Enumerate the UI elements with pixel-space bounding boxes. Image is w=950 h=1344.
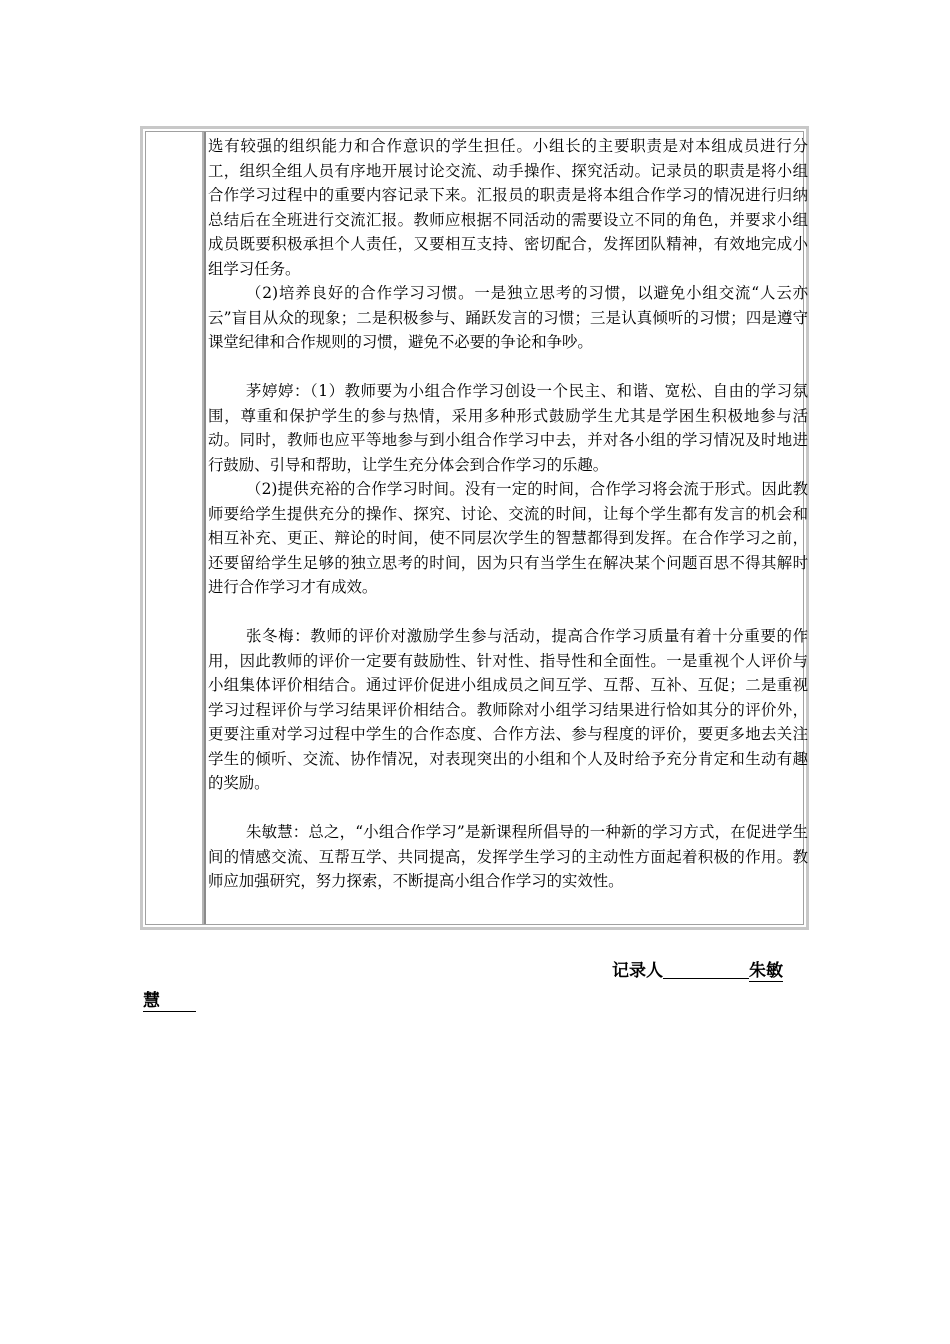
table-inner-border xyxy=(145,131,808,925)
recorder-line xyxy=(612,956,783,981)
paragraph-habits: （2)培养良好的合作学习习惯。一是独立思考的习惯，以避免小组交流“人云亦云”盲目从众的现象；二是积极参与、踊跃发言的习惯；三是认真倾听的习惯；四是遵守课堂纪律和合作规则的习惯，避免不必要的争论和争吵。 xyxy=(208,284,808,351)
recorder-label: 记录人 xyxy=(612,961,663,981)
paragraph-zhu-minhui: 朱敏慧：总之，“小组合作学习”是新课程所倡导的一种新的学习方式，在促进学生间的情感交流、互帮互学、共同提高，发挥学生学习的主动性方面起着积极的作用。教师应加强研究，努力探索，不断提高小组合作学习的实效性。 xyxy=(208,823,808,890)
spacer xyxy=(208,355,808,380)
recorder-name-part1: 朱敏 xyxy=(749,961,783,981)
discussion-content xyxy=(208,134,808,894)
recorder-line-continued xyxy=(143,986,196,1011)
record-table xyxy=(140,126,809,930)
recorder-name-part2: 慧 xyxy=(143,991,196,1012)
paragraph-time: （2)提供充裕的合作学习时间。没有一定的时间，合作学习将会流于形式。因此教师要给学生提供充分的操作、探究、讨论、交流的时间，让每个学生都有发言的机会和相互补充、更正、辩论的时间，使不同层次学生的智慧都得到发挥。在合作学习之前，还要留给学生足够的独立思考的时间，因为只有当学生在解决某个问题百思不得其解时进行合作学习才有成效。 xyxy=(208,480,808,596)
label-cell xyxy=(146,132,204,924)
spacer xyxy=(208,600,808,625)
spacer xyxy=(208,796,808,821)
recorder-underline xyxy=(663,961,749,979)
paragraph-roles: 选有较强的组织能力和合作意识的学生担任。小组长的主要职责是对本组成员进行分工，组织全组人员有序地开展讨论交流、动手操作、探究活动。记录员的职责是将小组合作学习过程中的重要内容记录下来。汇报员的职责是将本组合作学习的情况进行归纳总结后在全班进行交流汇报。教师应根据不同活动的需要设立不同的角色，并要求小组成员既要积极承担个人责任，又要相互支持、密切配合，发挥团队精神，有效地完成小组学习任务。 xyxy=(208,137,808,278)
paragraph-mao-tingting: 茅婷婷：（1）教师要为小组合作学习创设一个民主、和谐、宽松、自由的学习氛围，尊重和保护学生的参与热情，采用多种形式鼓励学生尤其是学困生积极地参与活动。同时，教师也应平等地参与到小组合作学习中去，并对各小组的学习情况及时地进行鼓励、引导和帮助，让学生充分体会到合作学习的乐趣。 xyxy=(208,382,808,474)
cell-divider xyxy=(204,132,206,924)
paragraph-zhang-dongmei: 张冬梅：教师的评价对激励学生参与活动，提高合作学习质量有着十分重要的作用，因此教师的评价一定要有鼓励性、针对性、指导性和全面性。一是重视个人评价与小组集体评价相结合。通过评价促进小组成员之间互学、互帮、互补、互促；二是重视学习过程评价与学习结果评价相结合。教师除对小组学习结果进行恰如其分的评价外，更要注重对学习过程中学生的合作态度、合作方法、参与程度的评价，要更多地去关注学生的倾听、交流、协作情况，对表现突出的小组和个人及时给予充分肯定和生动有趣的奖励。 xyxy=(208,627,808,792)
